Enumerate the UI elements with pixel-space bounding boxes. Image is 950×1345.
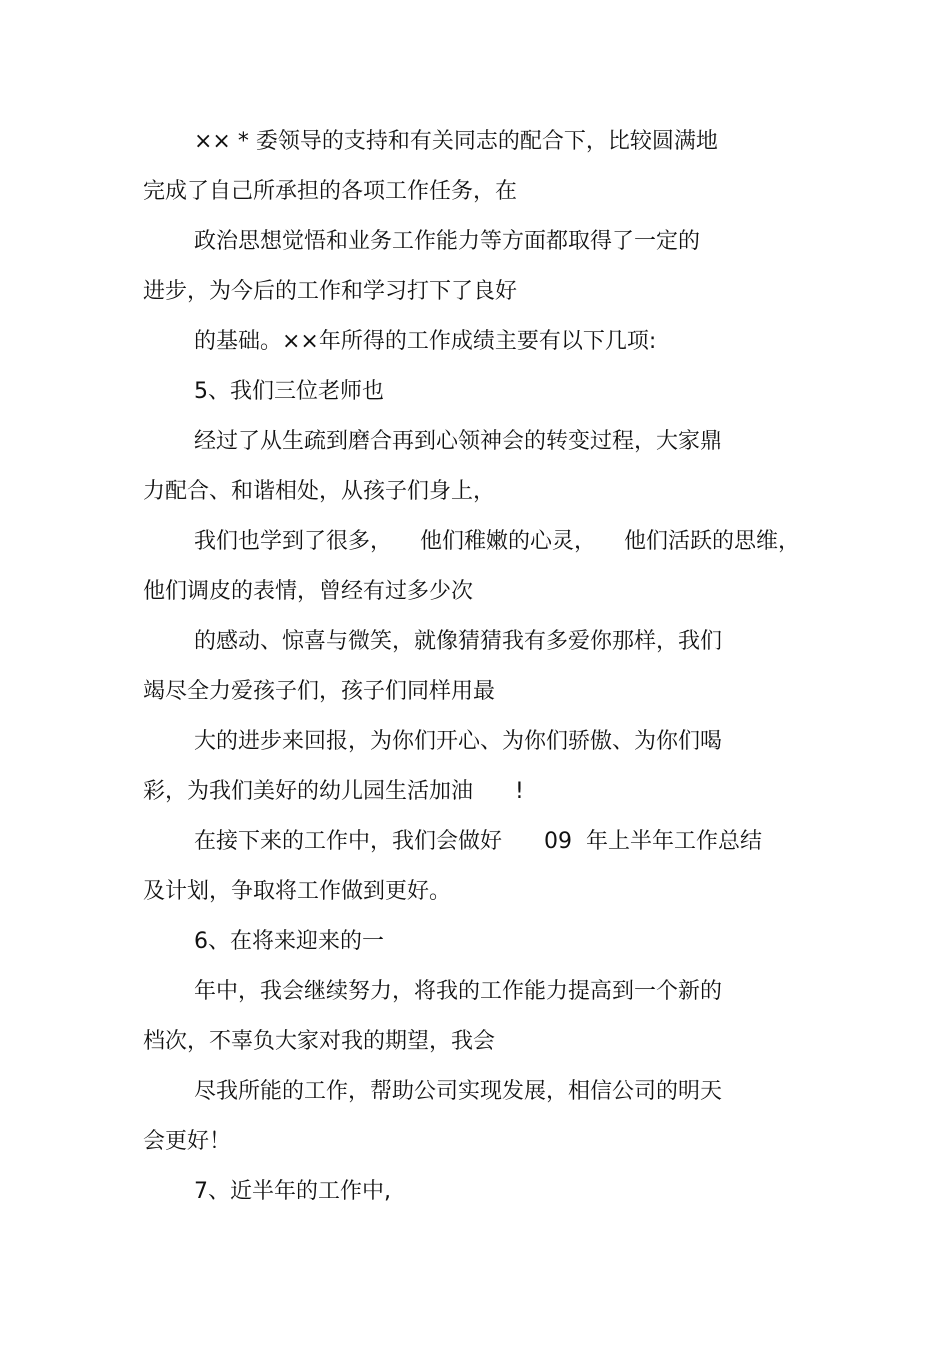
paragraph-line: 的基础。××年所得的工作成绩主要有以下几项:: [194, 329, 657, 354]
paragraph-line: 完成了自己所承担的各项工作任务，在: [143, 179, 518, 204]
paragraph-line: 会更好！: [143, 1129, 232, 1154]
paragraph-line: 年中，我会继续努力，将我的工作能力提高到一个新的: [194, 979, 723, 1004]
paragraph-line: 的感动、惊喜与微笑，就像猜猜我有多爱你那样，我们: [194, 629, 723, 654]
paragraph-line: 他们调皮的表情，曾经有过多少次: [143, 579, 474, 604]
paragraph-line: 竭尽全力爱孩子们，孩子们同样用最: [143, 679, 496, 704]
paragraph-line: 及计划，争取将工作做到更好。: [143, 879, 452, 904]
paragraph-line: 经过了从生疏到磨合再到心领神会的转变过程，大家鼎: [194, 429, 723, 454]
list-item-heading: 5、我们三位老师也: [194, 379, 384, 404]
paragraph-line: 在接下来的工作中，我们会做好 09 年上半年工作总结: [194, 829, 762, 854]
paragraph-line: 力配合、和谐相处，从孩子们身上，: [143, 479, 496, 504]
paragraph-line: 尽我所能的工作，帮助公司实现发展，相信公司的明天: [194, 1079, 723, 1104]
paragraph-line: 大的进步来回报，为你们开心、为你们骄傲、为你们喝: [194, 729, 723, 754]
paragraph-line: 档次，不辜负大家对我的期望，我会: [143, 1029, 496, 1054]
paragraph-line: 我们也学到了很多， 他们稚嫩的心灵， 他们活跃的思维，: [194, 529, 800, 554]
paragraph-line: 政治思想觉悟和业务工作能力等方面都取得了一定的: [194, 229, 701, 254]
paragraph-line: 进步，为今后的工作和学习打下了良好: [143, 279, 518, 304]
list-item-heading: 7、近半年的工作中,: [194, 1179, 391, 1204]
paragraph-line: ×× * 委领导的支持和有关同志的配合下，比较圆满地: [194, 129, 718, 154]
paragraph-line: 彩，为我们美好的幼儿园生活加油 !: [143, 779, 524, 804]
list-item-heading: 6、在将来迎来的一: [194, 929, 384, 954]
